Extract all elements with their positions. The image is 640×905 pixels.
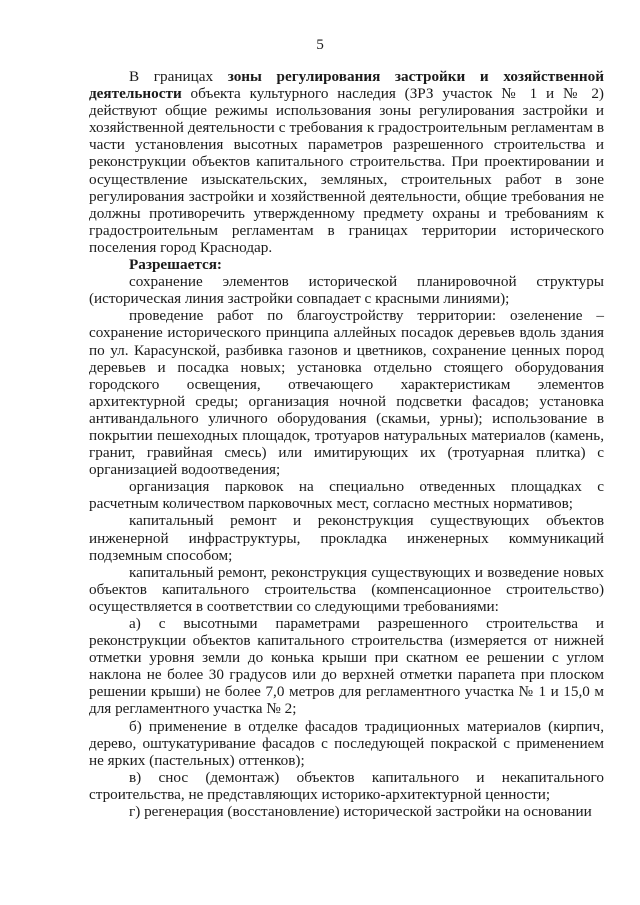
paragraph-item-v: в) снос (демонтаж) объектов капитального и некапитального строительства, не представляющих историко-архитектурной ценности; — [89, 768, 604, 803]
zone-term: зоны регулирования застройки и хозяйственной деятельности — [89, 68, 604, 103]
intro-text: объекта культурного наследия (ЗРЗ участок № 1 и № 2) действуют общие режимы использования зоны регулирования застройки и хозяйственной деятельности с требования к градостроительным регламентам в части установления высотных параметров разрешенного строительства и реконструкции объектов капитального строительства. При проектировании и осуществление изыскательских, земляных, строительных работ в зоне регулирования застройки и хозяйственной деятельности, общие требования не должны противоречить утвержденному предмету охраны и требованиям к градостроительным регламентам в границах территории исторического поселения город Краснодар. — [89, 85, 604, 256]
paragraph-item-b: б) применение в отделке фасадов традиционных материалов (кирпич, дерево, оштукатуривание фасадов с последующей покраской с применением не ярких (пастельных) оттенков); — [89, 717, 604, 769]
intro-paragraph — [89, 68, 604, 256]
paragraph-parking: организация парковок на специально отведенных площадках с расчетным количеством парковочных мест, согласно местных нормативов; — [89, 478, 604, 513]
paragraph-infrastructure: капитальный ремонт и реконструкция существующих объектов инженерной инфраструктуры, прокладка инженерных коммуникаций подземным способом; — [89, 512, 604, 564]
paragraph-construction: капитальный ремонт, реконструкция существующих и возведение новых объектов капитального строительства (компенсационное строительство) осуществляется в соответствии со следующими требованиями: — [89, 563, 604, 615]
paragraph-structure: сохранение элементов исторической планировочной структуры (историческая линия застройки совпадает с красными линиями); — [89, 273, 604, 308]
paragraph-item-a: а) с высотными параметрами разрешенного строительства и реконструкции объектов капитального строительства (измеряется от нижней отметки уровня земли до конька крыши при скатном ее решении с углом наклона не более 30 градусов или до верхней отметки парапета при плоском решении крыши) не более 7,0 метров для регламентного участка № 1 и 15,0 м для регламентного участка № 2; — [89, 615, 604, 718]
page-body — [89, 68, 604, 820]
allowed-heading: Разрешается: — [129, 256, 222, 274]
intro-prefix: В границах — [129, 68, 228, 85]
page-number: 5 — [316, 36, 324, 53]
paragraph-item-g: г) регенерация (восстановление) исторической застройки на основании — [129, 803, 592, 821]
paragraph-landscaping: проведение работ по благоустройству территории: озеленение – сохранение исторического принципа аллейных посадок деревьев вдоль здания по ул. Карасунской, разбивка газонов и цветников, сохранение ценных пород деревьев и посадка новых; установка отдельно стоящего оборудования городского освещения, отвечающего характеристикам элементов архитектурной среды; организация ночной подсветки фасадов; установка антивандального уличного оборудования (скамьи, урны); использование в покрытии пешеходных площадок, тротуаров натуральных материалов (камень, гранит, гравийная смесь) или имитирующих их (тротуарная плитка) с организацией водоотведения; — [89, 307, 604, 479]
